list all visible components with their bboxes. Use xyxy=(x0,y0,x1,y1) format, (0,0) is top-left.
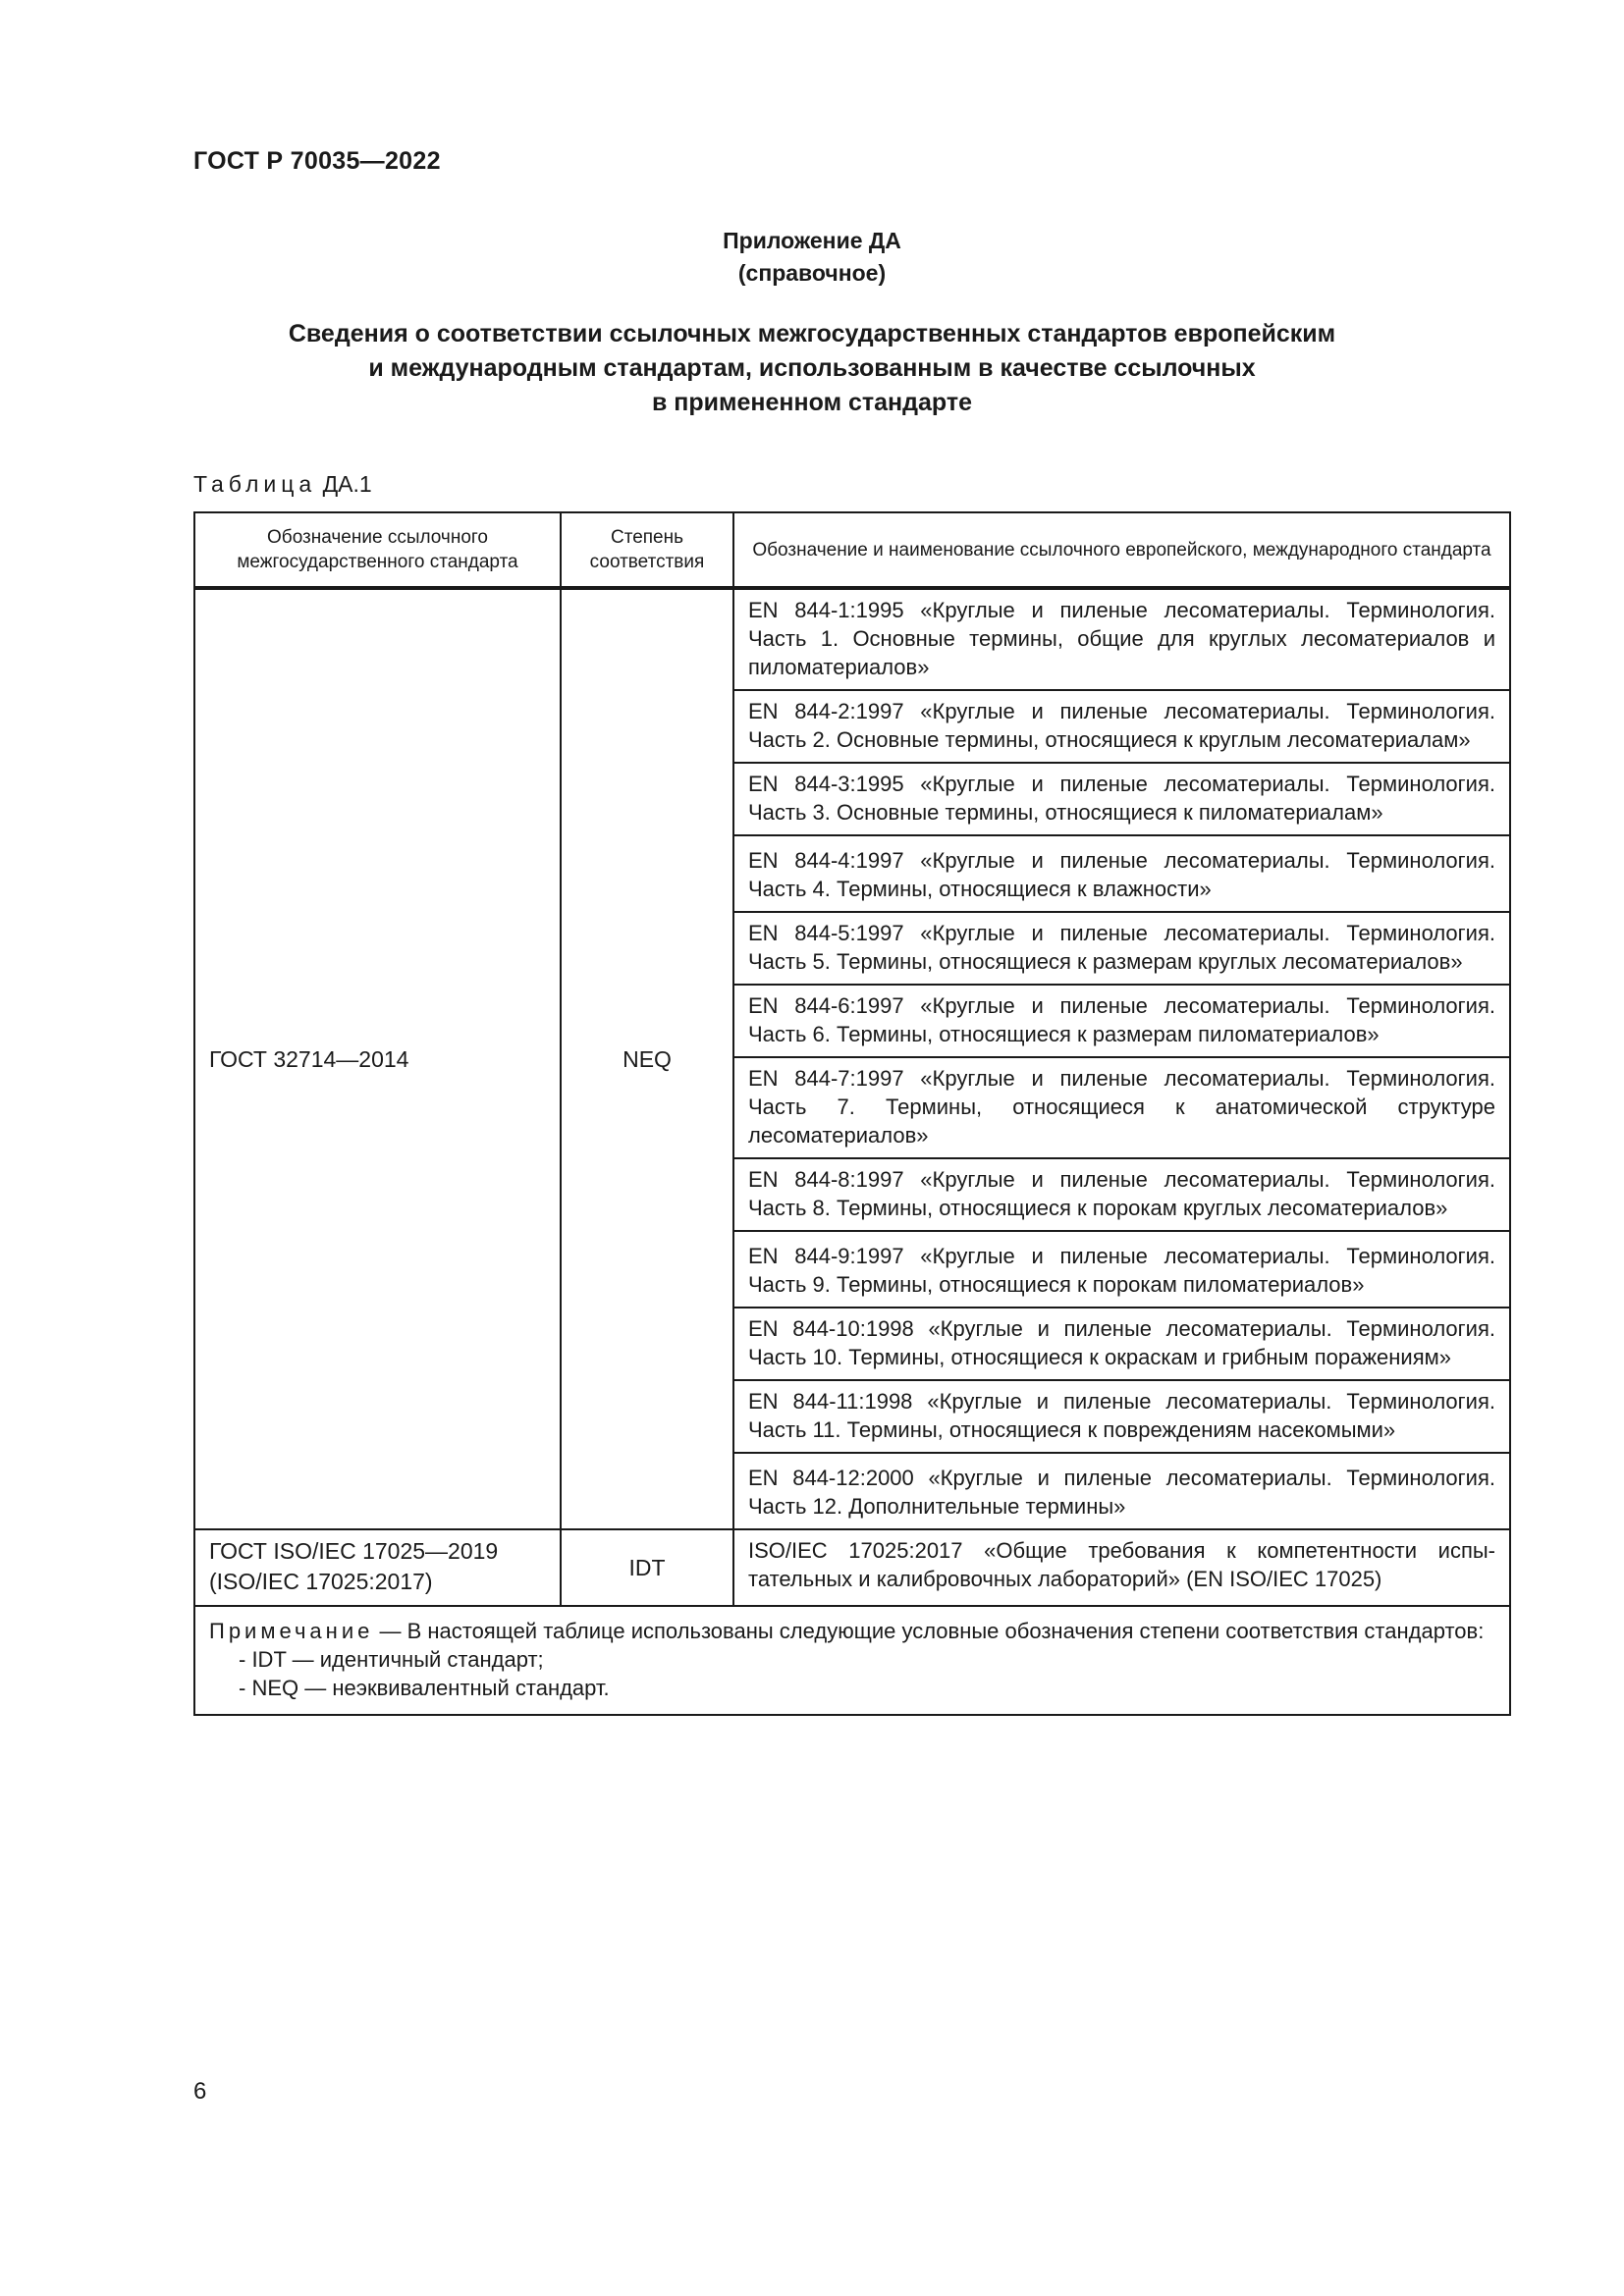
note-label: Примечание xyxy=(209,1619,374,1643)
table-row xyxy=(194,1529,1510,1606)
table-caption-word: Таблица xyxy=(193,471,317,497)
european-standard-cell: EN 844-10:1998 «Круглые и пиленые лесоматериалы. Терминология. Часть 10. Термины, относящиеся к окраскам и грибным поражениям» xyxy=(733,1308,1510,1380)
table-caption xyxy=(193,471,372,498)
header-interstate-standard: Обозначение ссылочного межгосударственного стандарта xyxy=(194,512,561,588)
european-standard-cell: EN 844-7:1997 «Круглые и пиленые лесоматериалы. Терминология. Часть 7. Термины, относящиеся к анатомической структуре лесоматериалов» xyxy=(733,1057,1510,1158)
european-standard-cell: EN 844-2:1997 «Круглые и пиленые лесоматериалы. Терминология. Часть 2. Основные термины, относящиеся к круглым лесоматериалам» xyxy=(733,690,1510,763)
appendix-title xyxy=(0,317,1624,420)
correspondence-table xyxy=(193,511,1511,1716)
table-note xyxy=(194,1606,1510,1715)
gost-designation xyxy=(194,1529,561,1606)
european-standard-cell: ISO/IEC 17025:2017 «Общие требования к компетентности испытательных и калибровочных лабораторий» (EN ISO/IEC 17025) xyxy=(733,1529,1510,1606)
gost-designation-line-2: (ISO/IEC 17025:2017) xyxy=(209,1569,433,1594)
appendix-type: (справочное) xyxy=(737,260,887,286)
appendix-heading xyxy=(0,225,1624,290)
european-standard-cell: EN 844-9:1997 «Круглые и пиленые лесоматериалы. Терминология. Часть 9. Термины, относящиеся к порокам пиломатериалов» xyxy=(733,1231,1510,1308)
gost-designation-line-1: ГОСТ ISO/IEC 17025—2019 xyxy=(209,1538,499,1564)
table-note-row xyxy=(194,1606,1510,1715)
title-line-1: Сведения о соответствии ссылочных межгосударственных стандартов европейским xyxy=(288,320,1336,347)
european-standard-cell: EN 844-11:1998 «Круглые и пиленые лесоматериалы. Терминология. Часть 11. Термины, относящиеся к повреждениям насекомыми» xyxy=(733,1380,1510,1453)
note-body: — В настоящей таблице использованы следующие условные обозначения степени соответствия стандартов: xyxy=(373,1619,1485,1643)
table-header-row xyxy=(194,512,1510,588)
european-standard-cell: EN 844-12:2000 «Круглые и пиленые лесоматериалы. Терминология. Часть 12. Дополнительные термины» xyxy=(733,1453,1510,1529)
page-number: 6 xyxy=(193,2078,207,2105)
european-standard-cell: EN 844-1:1995 «Круглые и пиленые лесоматериалы. Терминология. Часть 1. Основные термины, общие для круглых лесоматериалов и пиломатериалов» xyxy=(733,588,1510,690)
appendix-label: Приложение ДА xyxy=(723,228,901,253)
european-standard-cell: EN 844-6:1997 «Круглые и пиленые лесоматериалы. Терминология. Часть 6. Термины, относящиеся к размерам пиломатериалов» xyxy=(733,985,1510,1057)
note-text xyxy=(209,1617,1495,1645)
european-standard-cell: EN 844-3:1995 «Круглые и пиленые лесоматериалы. Терминология. Часть 3. Основные термины, относящиеся к пиломатериалам» xyxy=(733,763,1510,835)
european-standard-cell: EN 844-4:1997 «Круглые и пиленые лесоматериалы. Терминология. Часть 4. Термины, относящиеся к влажности» xyxy=(733,835,1510,912)
european-standard-cell: EN 844-5:1997 «Круглые и пиленые лесоматериалы. Терминология. Часть 5. Термины, относящиеся к размерам круглых лесоматериалов» xyxy=(733,912,1510,985)
header-degree: Степень соответствия xyxy=(561,512,733,588)
degree-value: IDT xyxy=(561,1529,733,1606)
note-item-neq: - NEQ — неэквивалентный стандарт. xyxy=(239,1676,610,1700)
header-european-standard: Обозначение и наименование ссылочного европейского, международного стандарта xyxy=(733,512,1510,588)
title-line-2: и международным стандартам, использованным в качестве ссылочных xyxy=(368,354,1256,382)
gost-designation: ГОСТ 32714—2014 xyxy=(194,588,561,1529)
european-standard-cell: EN 844-8:1997 «Круглые и пиленые лесоматериалы. Терминология. Часть 8. Термины, относящиеся к порокам круглых лесоматериалов» xyxy=(733,1158,1510,1231)
document-code: ГОСТ Р 70035—2022 xyxy=(193,147,441,175)
degree-value: NEQ xyxy=(561,588,733,1529)
title-line-3: в примененном стандарте xyxy=(651,389,973,416)
note-item-idt: - IDT — идентичный стандарт; xyxy=(239,1647,544,1672)
table-caption-number: ДА.1 xyxy=(322,471,372,497)
table-row xyxy=(194,588,1510,690)
